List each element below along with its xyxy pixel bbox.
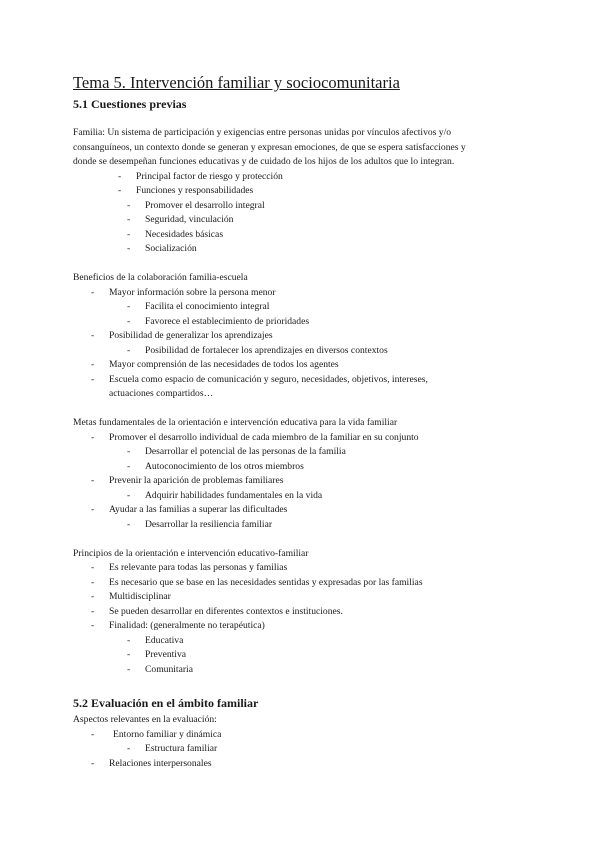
- list-dash: -: [91, 562, 95, 573]
- list-item: Funciones y responsabilidades: [136, 185, 254, 196]
- list-dash: -: [127, 461, 131, 472]
- subsection-heading-principios: Principios de la orientación e intervención educativo-familiar: [73, 548, 309, 559]
- list-item: Ayudar a las familias a superar las dificultades: [109, 504, 288, 515]
- list-item: Prevenir la aparición de problemas familiares: [109, 475, 284, 486]
- list-subitem: Posibilidad de fortalecer los aprendizajes en diversos contextos: [145, 345, 388, 356]
- paragraph-line: consanguíneos, un contexto donde se generan y expresan emociones, de que se espera satisfacciones y: [73, 142, 466, 153]
- list-item: Entorno familiar y dinámica: [113, 729, 222, 740]
- list-dash: -: [91, 287, 95, 298]
- list-dash: -: [91, 729, 95, 740]
- list-item: Posibilidad de generalizar los aprendizajes: [109, 330, 273, 341]
- list-dash: -: [127, 743, 131, 754]
- list-item: Se pueden desarrollar en diferentes contextos e instituciones.: [109, 606, 343, 617]
- list-dash: -: [91, 758, 95, 769]
- list-dash: -: [127, 446, 131, 457]
- list-dash: -: [127, 214, 131, 225]
- list-dash: -: [91, 359, 95, 370]
- list-item: Principal factor de riesgo y protección: [136, 171, 283, 182]
- list-dash: -: [91, 432, 95, 443]
- paragraph-line: Aspectos relevantes en la evaluación:: [73, 714, 217, 725]
- list-dash: -: [127, 229, 131, 240]
- section-heading-cuestiones-previas: 5.1 Cuestiones previas: [73, 97, 187, 111]
- list-dash: -: [91, 504, 95, 515]
- list-dash: -: [127, 649, 131, 660]
- list-subitem: Socialización: [145, 243, 197, 254]
- list-item: Es relevante para todas las personas y familias: [109, 562, 288, 573]
- list-dash: -: [118, 185, 122, 196]
- list-subitem: Facilita el conocimiento integral: [145, 301, 270, 312]
- list-dash: -: [127, 664, 131, 675]
- paragraph-line: Familia: Un sistema de participación y exigencias entre personas unidas por vínculos afectivos y/o: [73, 127, 452, 138]
- list-dash: -: [118, 171, 122, 182]
- list-subitem: Adquirir habilidades fundamentales en la vida: [145, 490, 323, 501]
- list-dash: -: [91, 606, 95, 617]
- list-dash: -: [127, 635, 131, 646]
- list-subitem: Desarrollar el potencial de las personas de la familia: [145, 446, 346, 457]
- subsection-heading-beneficios: Beneficios de la colaboración familia-escuela: [73, 272, 248, 283]
- list-dash: -: [91, 374, 95, 385]
- subsection-heading-metas: Metas fundamentales de la orientación e intervención educativa para la vida familiar: [73, 417, 398, 428]
- list-item: Finalidad: (generalmente no terapéutica): [109, 620, 265, 631]
- list-dash: -: [127, 301, 131, 312]
- list-item: Escuela como espacio de comunicación y seguro, necesidades, objetivos, intereses,: [109, 374, 428, 385]
- list-dash: -: [127, 345, 131, 356]
- list-dash: -: [127, 316, 131, 327]
- list-item: Es necesario que se base en las necesidades sentidas y expresadas por las familias: [109, 577, 423, 588]
- list-dash: -: [91, 591, 95, 602]
- list-dash: -: [91, 330, 95, 341]
- list-dash: -: [127, 243, 131, 254]
- list-dash: -: [91, 475, 95, 486]
- list-subitem: Autoconocimiento de los otros miembros: [145, 461, 304, 472]
- list-subitem: Comunitaria: [145, 664, 193, 675]
- paragraph-line: donde se desempeñan funciones educativas y de cuidado de los hijos de los adultos que lo integran.: [73, 156, 455, 167]
- list-subitem: Seguridad, vinculación: [145, 214, 234, 225]
- list-item: Mayor comprensión de las necesidades de todos los agentes: [109, 359, 339, 370]
- page-title: Tema 5. Intervención familiar y sociocomunitaria: [73, 73, 400, 92]
- list-dash: -: [91, 577, 95, 588]
- list-subitem: Desarrollar la resiliencia familiar: [145, 519, 273, 530]
- list-dash: -: [127, 490, 131, 501]
- list-dash: -: [127, 200, 131, 211]
- list-subitem: Favorece el establecimiento de prioridades: [145, 316, 310, 327]
- list-subitem: Preventiva: [145, 649, 187, 660]
- list-dash: -: [127, 519, 131, 530]
- list-dash: -: [91, 620, 95, 631]
- list-subitem: Educativa: [145, 635, 184, 646]
- section-heading-evaluacion: 5.2 Evaluación en el ámbito familiar: [73, 696, 259, 710]
- list-item: Mayor información sobre la persona menor: [109, 287, 276, 298]
- list-subitem: Promover el desarrollo integral: [145, 200, 265, 211]
- list-item: Multidisciplinar: [109, 591, 171, 602]
- list-subitem: Necesidades básicas: [145, 229, 224, 240]
- list-subitem: Estructura familiar: [145, 743, 218, 754]
- list-item: Relaciones interpersonales: [109, 758, 212, 769]
- list-item: Promover el desarrollo individual de cada miembro de la familiar en su conjunto: [109, 432, 419, 443]
- list-item-continuation: actuaciones compartidos…: [109, 388, 214, 399]
